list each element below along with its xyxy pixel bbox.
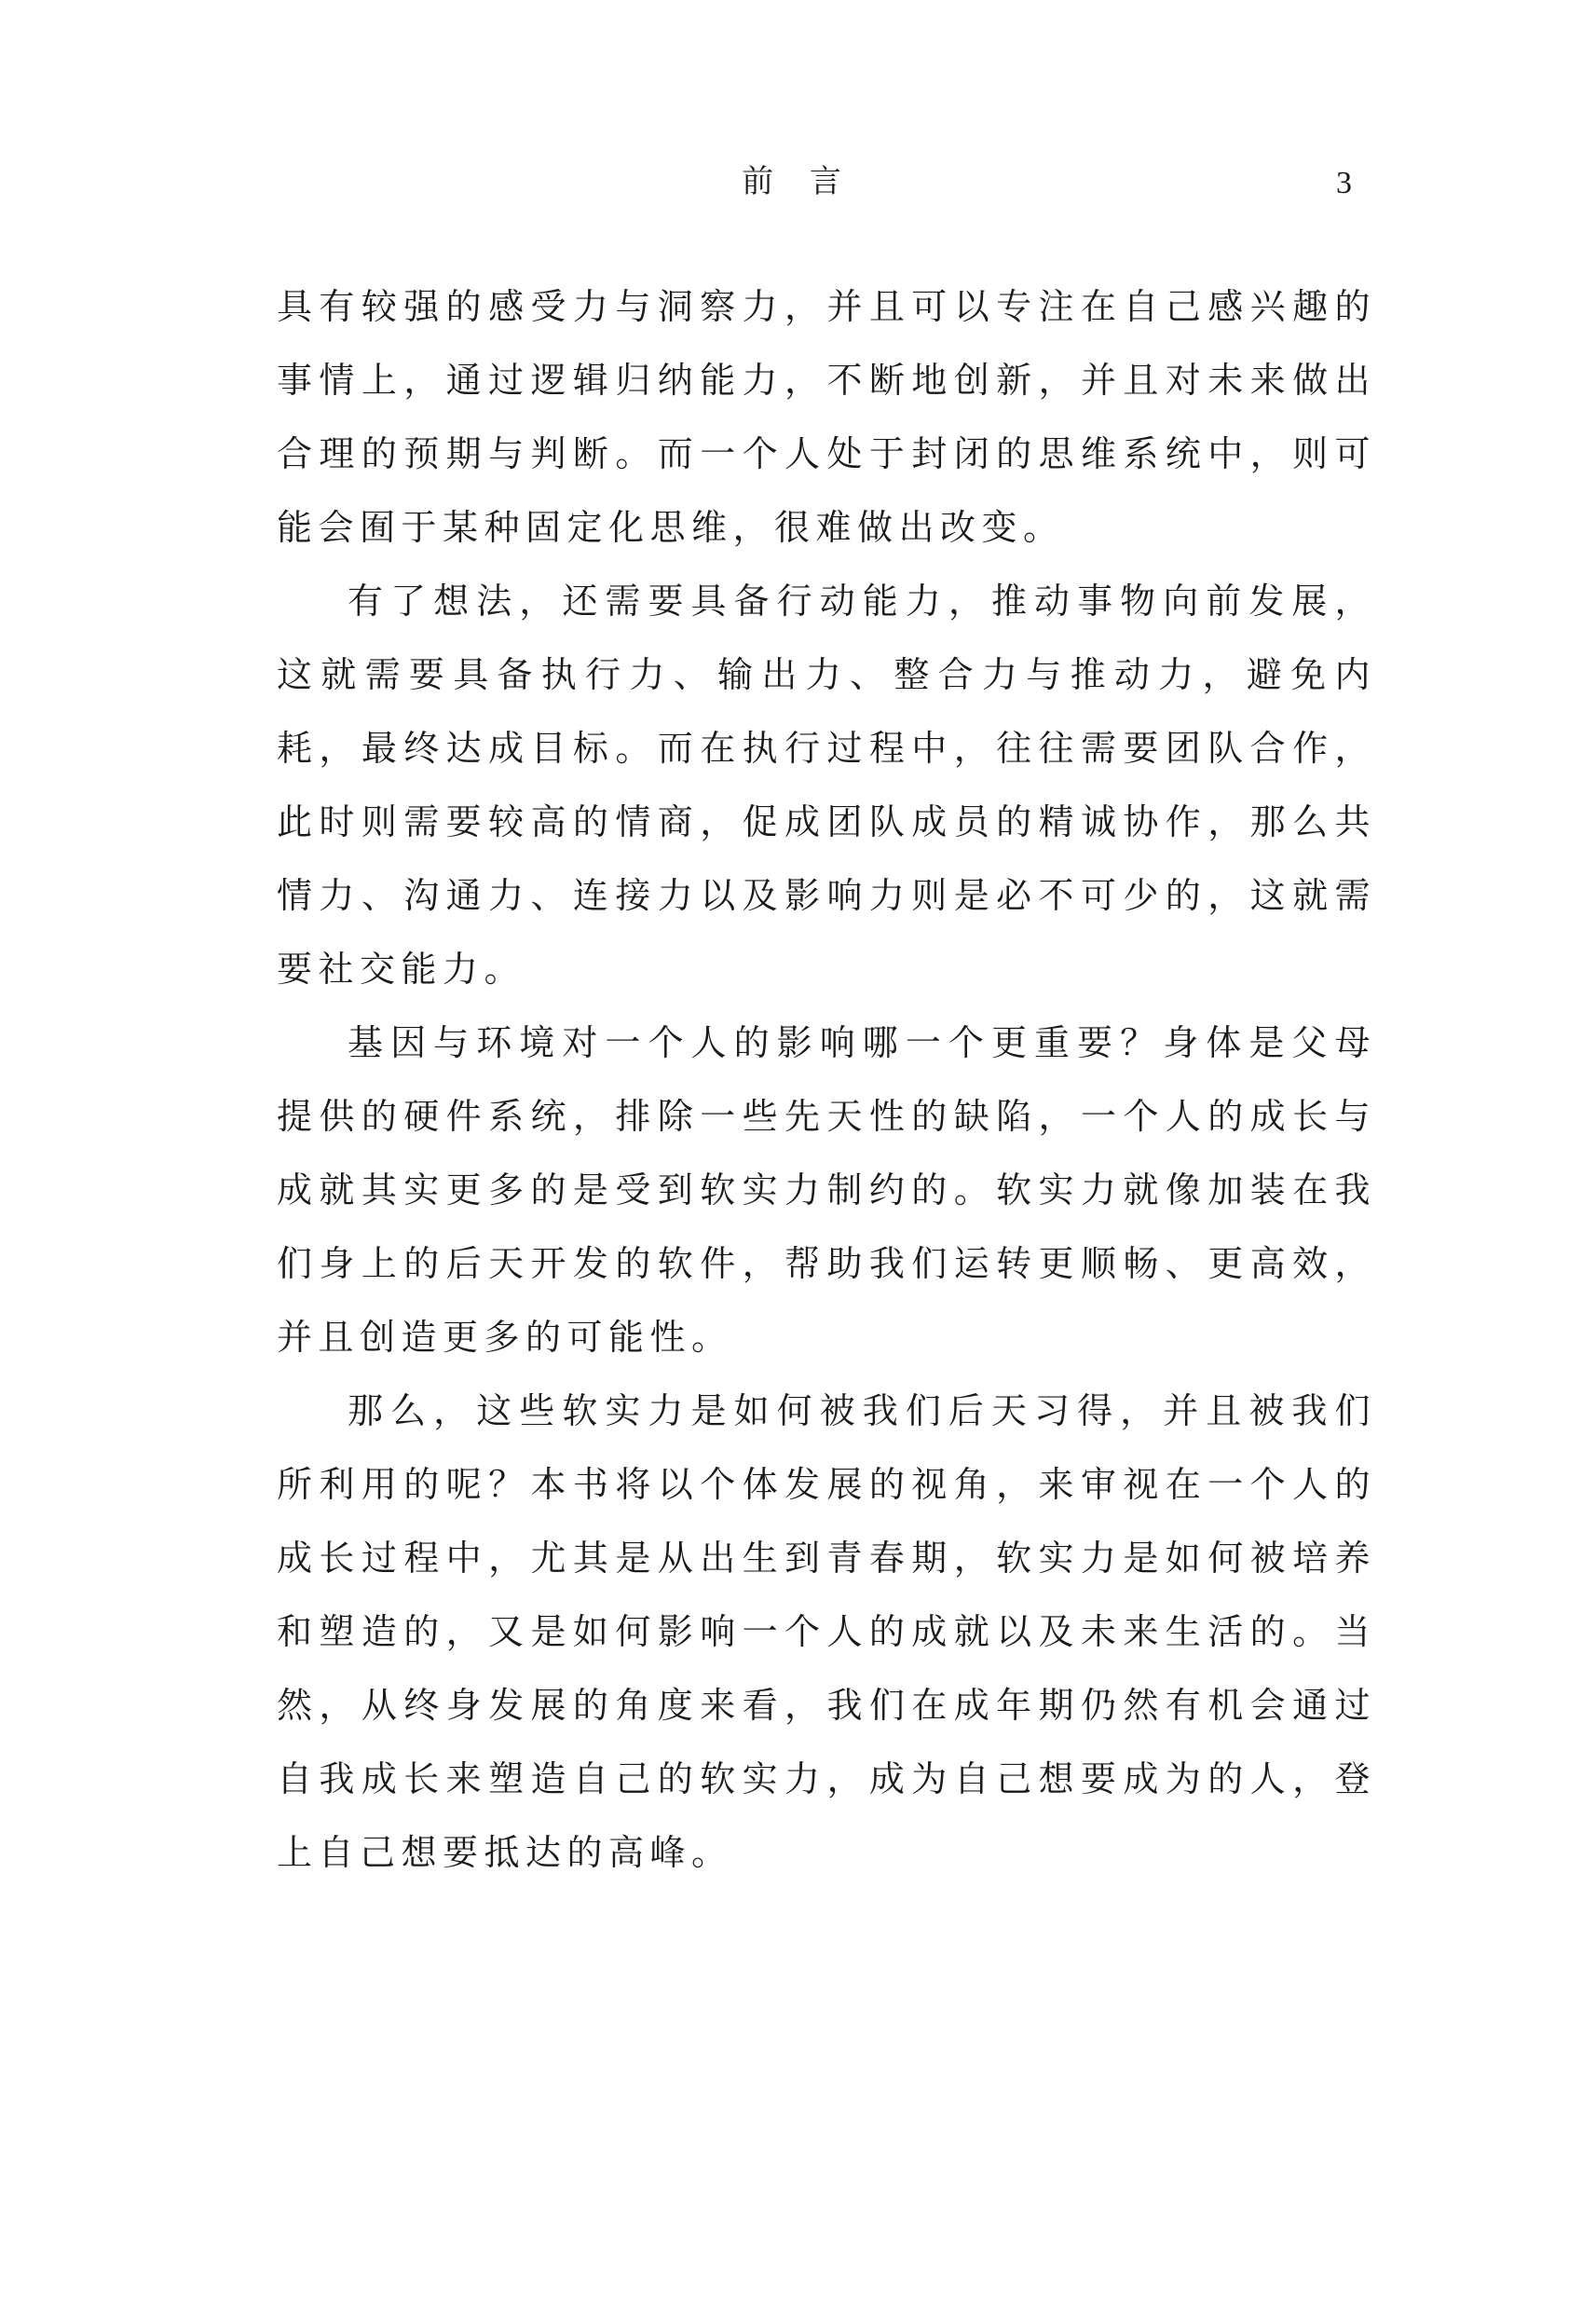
body-text [277, 270, 1376, 1890]
paragraph-4: 那么，这些软实力是如何被我们后天习得，并且被我们所利用的呢？本书将以个体发展的视角，来审视在一个人的成长过程中，尤其是从出生到青春期，软实力是如何被培养和塑造的，又是如何影响一个人的成就以及未来生活的。当然，从终身发展的角度来看，我们在成年期仍然有机会通过自我成长来塑造自己的软实力，成为自己想要成为的人，登上自己想要抵达的高峰。 [277, 1390, 1376, 1873]
running-header [0, 158, 1596, 205]
page-number: 3 [1336, 166, 1352, 200]
paragraph-1: 具有较强的感受力与洞察力，并且可以专注在自己感兴趣的事情上，通过逻辑归纳能力，不断地创新，并且对未来做出合理的预期与判断。而一个人处于封闭的思维系统中，则可能会囿于某种固定化思维，很难做出改变。 [277, 286, 1376, 548]
paragraph-2: 有了想法，还需要具备行动能力，推动事物向前发展，这就需要具备执行力、输出力、整合力与推动力，避免内耗，最终达成目标。而在执行过程中，往往需要团队合作，此时则需要较高的情商，促成团队成员的精诚协作，那么共情力、沟通力、连接力以及影响力则是必不可少的，这就需要社交能力。 [277, 581, 1376, 990]
paragraph-3: 基因与环境对一个人的影响哪一个更重要？身体是父母提供的硬件系统，排除一些先天性的缺陷，一个人的成长与成就其实更多的是受到软实力制约的。软实力就像加装在我们身上的后天开发的软件，帮助我们运转更顺畅、更高效，并且创造更多的可能性。 [277, 1022, 1376, 1358]
running-title: 前 言 [742, 163, 854, 200]
